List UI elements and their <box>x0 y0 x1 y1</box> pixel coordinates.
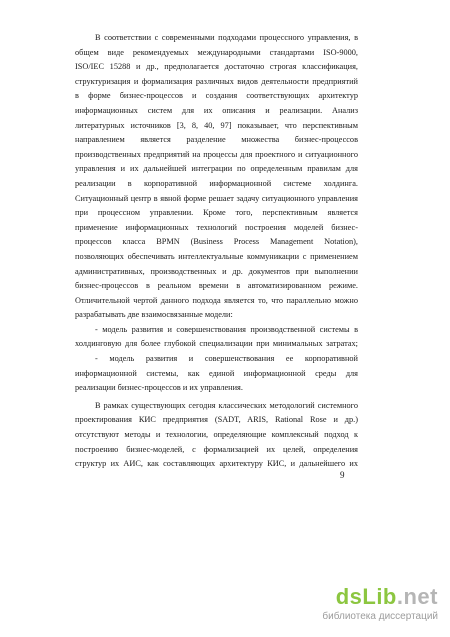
text-line: разрабатывать две взаимосвязанные модели: <box>75 310 233 320</box>
text-line: управления и их дальнейшей интеграции по определенным правилам для <box>75 164 358 174</box>
text-line: В соответствии с современными подходами процессного управления, в <box>95 33 358 42</box>
text-line: построению бизнес-моделей, с формализацией их целей, определения <box>75 444 358 454</box>
text-line: холдинговую для более глубокой специализации при минимальных затратах; <box>75 339 358 349</box>
text-line: общем виде рекомендуемых международными стандартами ISO-9000, <box>75 47 358 57</box>
text-line: проектирования КИС предприятия (SADT, ARIS, Rational Rose и др.) <box>75 415 358 425</box>
watermark-logo-part1: dsLib <box>335 584 397 609</box>
text-line: административных, производственных и др. документов при выполнении <box>75 266 358 276</box>
text-line: реализации в корпоративной информационной системе холдинга. <box>75 178 358 188</box>
text-line: при процессном управлении. Кроме того, перспективным является <box>75 208 358 218</box>
watermark-logo-part2: .net <box>396 584 438 609</box>
text-line: бизнес-процессов в реальном времени в автоматизированном режиме. <box>75 281 358 291</box>
text-line: реализации бизнес-процессов и их управления. <box>75 383 243 393</box>
text-line: позволяющих обеспечивать интеллектуальные коммуникации с применением <box>75 251 358 261</box>
text-line: литературных источников [3, 8, 40, 97] показывает, что перспективным <box>75 120 358 130</box>
watermark-logo <box>336 585 438 609</box>
watermark-subtitle: библиотека диссертаций <box>322 611 438 622</box>
list-item: - модель развития и совершенствования производственной системы в <box>95 324 358 334</box>
page-number: 9 <box>340 470 345 480</box>
text-line: ISO/IEC 15288 и др., предполагается достаточно строгая классификация, <box>75 62 358 72</box>
text-line: производственных предприятий на процессы для проектного и ситуационного <box>75 149 358 159</box>
text-line: в форме бизнес-процессов и создания соответствующих архитектур <box>75 91 358 101</box>
text-line: структур их АИС, как составляющих архитектуру КИС, и дальнейшего их <box>75 459 358 469</box>
text-line: информационной системы, как единой информационной среды для <box>75 368 358 378</box>
text-line: Ситуационный центр в явной форме решает задачу ситуационного управления <box>75 193 358 203</box>
body-text <box>75 31 358 472</box>
text-line: отсутствуют методы и технологии, определяющие комплексный подход к <box>75 430 358 440</box>
text-line: направлением является разделение множества бизнес-процессов <box>75 135 358 145</box>
text-line: информационных систем для их описания и реализации. Анализ <box>75 105 358 115</box>
list-item: - модель развития и совершенствования ее корпоративной <box>95 354 358 364</box>
text-line: В рамках существующих сегодня классических методологий системного <box>95 400 358 410</box>
text-line: структуризация и формализация различных видов деятельности предприятий <box>75 76 358 86</box>
text-line: Отличительной чертой данного подхода является то, что параллельно можно <box>75 295 358 305</box>
text-line: процессов класса BPMN (Business Process Management Notation), <box>75 237 358 247</box>
watermark[interactable] <box>288 585 438 625</box>
text-line: применение информационных технологий построения моделей бизнес- <box>75 222 358 232</box>
